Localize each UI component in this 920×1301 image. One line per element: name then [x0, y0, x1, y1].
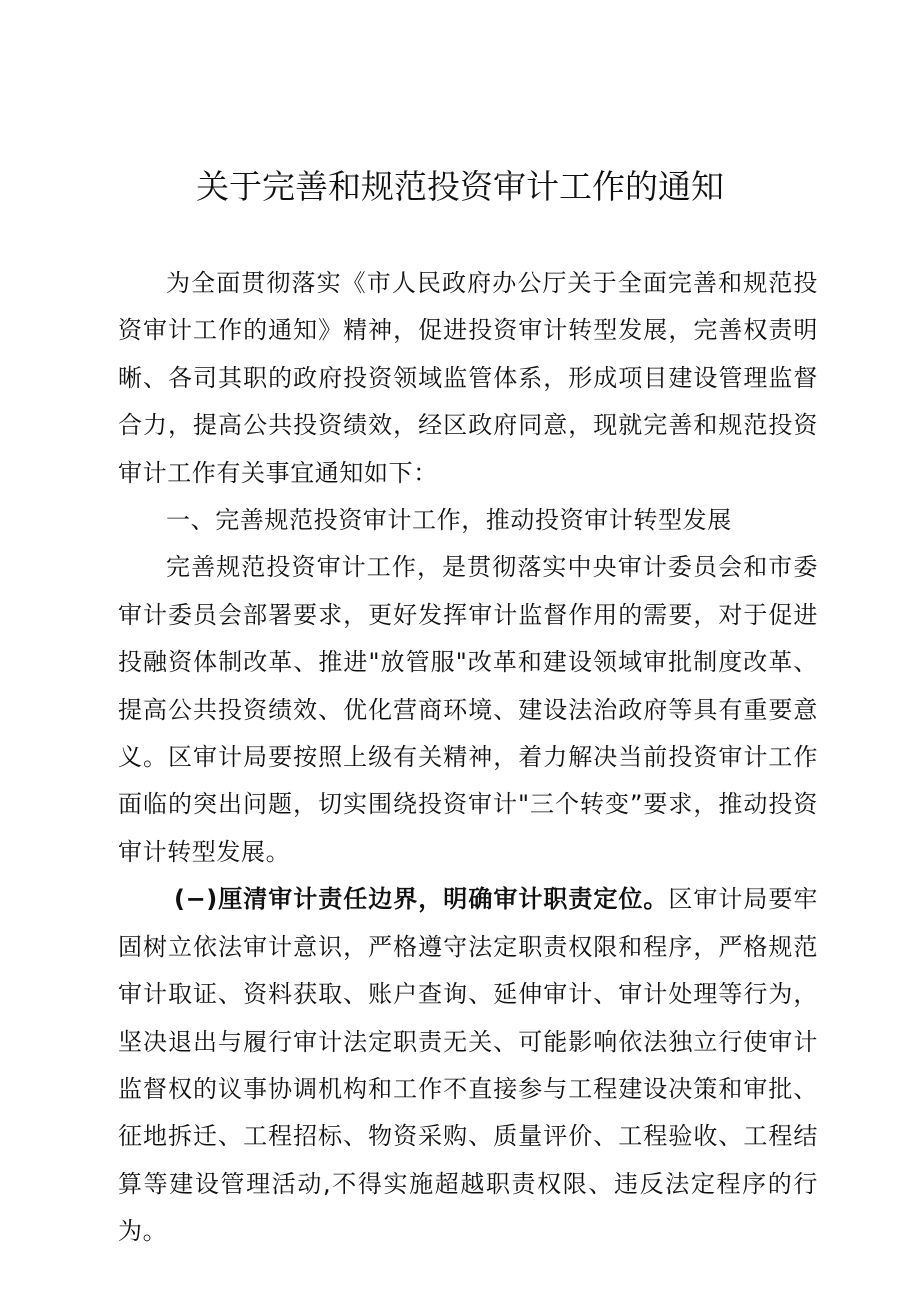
document-body: [118, 260, 818, 1256]
subsection-1-label: (−): [174, 885, 218, 914]
subsection-1-text: 区审计局要牢固树立依法审计意识，严格遵守法定职责权限和程序，严格规范审计取证、资料获取、账户查询、延伸审计、审计处理等行为，坚决退出与履行审计法定职责无关、可能影响依法独立行使审计监督权的议事协调机构和工作不直接参与工程建设决策和审批、征地拆迁、工程招标、物资采购、质量评价、工程验收、工程结算等建设管理活动,不得实施超越职责权限、违反法定程序的行为。: [118, 885, 818, 1246]
subsection-1-heading: 厘清审计责任边界，明确审计职责定位。: [217, 885, 669, 914]
section-heading-1: 一、完善规范投资审计工作，推动投资审计转型发展: [166, 506, 732, 535]
document-title: 关于完善和规范投资审计工作的通知: [196, 167, 724, 206]
subsection-1-paragraph: [118, 876, 818, 1255]
section-1-paragraph: 完善规范投资审计工作，是贯彻落实中央审计委员会和市委审计委员会部署要求，更好发挥审计监督作用的需要，对于促进投融资体制改革、推进"放管服"改革和建设领域审批制度改革、提高公共投资绩效、优化营商环境、建设法治政府等具有重要意义。区审计局要按照上级有关精神，着力解决当前投资审计工作面临的突出问题，切实围绕投资审计"三个转变”要求，推动投资审计转型发展。: [118, 553, 818, 866]
intro-paragraph: 为全面贯彻落实《市人民政府办公厅关于全面完善和规范投资审计工作的通知》精神，促进投资审计转型发展，完善权责明晰、各司其职的政府投资领域监管体系，形成项目建设管理监督合力，提高公共投资绩效，经区政府同意，现就完善和规范投资审计工作有关事宜通知如下：: [118, 269, 818, 487]
